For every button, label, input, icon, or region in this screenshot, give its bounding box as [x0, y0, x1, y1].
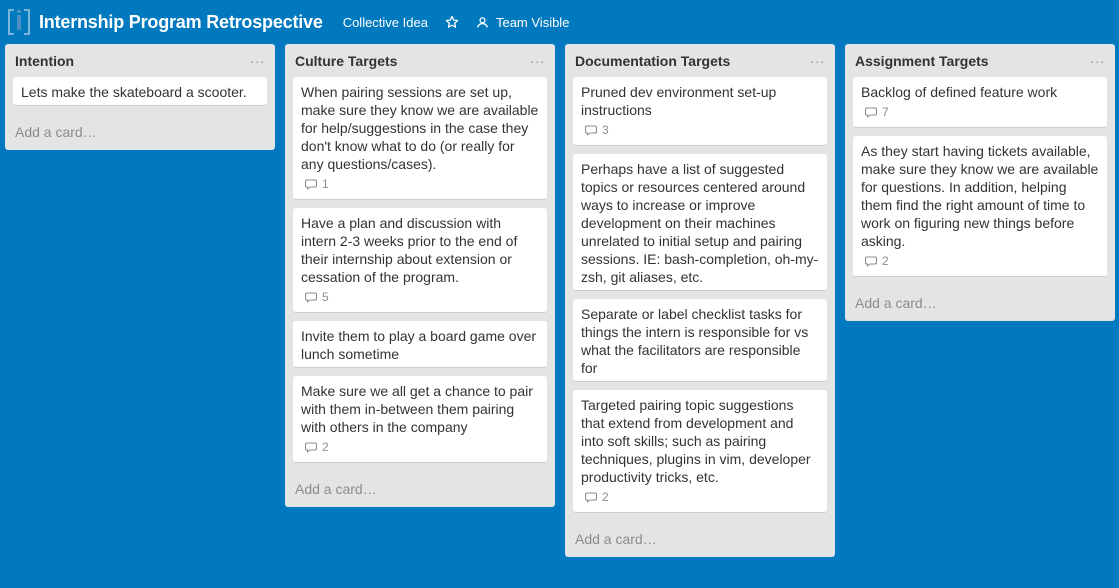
card-title: Separate or label checklist tasks for things the intern is responsible for vs what the facilitators are responsible for [581, 306, 809, 376]
list-title[interactable]: Culture Targets [295, 52, 398, 69]
comment-icon [305, 179, 317, 190]
list-menu-icon[interactable]: ... [250, 49, 265, 66]
comment-count: 3 [602, 123, 609, 137]
comment-icon [865, 107, 877, 118]
card-title: Invite them to play a board game over lunch sometime [301, 328, 537, 362]
comments-badge [581, 486, 819, 508]
card-title: Lets make the skateboard a scooter. [21, 84, 247, 100]
star-icon[interactable] [445, 15, 459, 29]
comment-icon [305, 442, 317, 453]
card[interactable] [853, 77, 1107, 128]
comment-count: 1 [322, 177, 329, 191]
card-title: When pairing sessions are set up, make sure they know we are available for help/suggestions in the case they don't know what to do (or really for any questions/cases). [301, 84, 539, 172]
comment-count: 2 [602, 490, 609, 504]
add-card-button[interactable]: Add a card… [855, 295, 937, 311]
card-title: Have a plan and discussion with intern 2-3 weeks prior to the end of their internship about extension or cessation of the program. [301, 215, 518, 285]
comment-count: 2 [882, 254, 889, 268]
team-button[interactable] [343, 15, 428, 30]
card-title: Make sure we all get a chance to pair with them in-between them pairing with others in the company [301, 383, 533, 435]
list-menu-icon[interactable]: ... [1090, 49, 1105, 66]
card[interactable] [293, 208, 547, 313]
comment-count: 5 [322, 290, 329, 304]
comments-badge [301, 436, 539, 458]
card[interactable] [293, 77, 547, 200]
card[interactable] [573, 299, 827, 382]
comment-icon [585, 492, 597, 503]
comments-badge [581, 119, 819, 141]
list-menu-icon[interactable]: ... [530, 49, 545, 66]
comments-badge [301, 173, 539, 195]
team-visible-icon [476, 16, 489, 29]
card[interactable] [573, 390, 827, 513]
board-title[interactable]: Internship Program Retrospective [39, 11, 323, 32]
add-card-button[interactable]: Add a card… [295, 481, 377, 497]
team-name: Collective Idea [342, 14, 428, 30]
list-assignment-targets [845, 44, 1115, 321]
list-header [13, 44, 267, 77]
comments-badge [861, 250, 1099, 272]
card[interactable] [13, 77, 267, 106]
add-card-button[interactable]: Add a card… [15, 124, 97, 140]
comment-count: 7 [882, 105, 889, 119]
list-header [293, 44, 547, 77]
card[interactable] [293, 376, 547, 463]
list-header [573, 44, 827, 77]
card-title: As they start having tickets available, make sure they know we are available for questions. In addition, helping them find the right amount of time to work on figuring new things before asking. [861, 143, 1099, 249]
card[interactable] [573, 77, 827, 146]
add-card-button[interactable]: Add a card… [575, 531, 657, 547]
list-menu-icon[interactable]: ... [810, 49, 825, 66]
visibility-button[interactable] [476, 15, 569, 30]
trello-logo-icon[interactable] [8, 9, 30, 35]
list-title[interactable]: Assignment Targets [855, 52, 989, 69]
card-title: Pruned dev environment set-up instructions [581, 84, 777, 118]
list-title[interactable]: Documentation Targets [575, 52, 731, 69]
card-title: Backlog of defined feature work [861, 84, 1058, 100]
card[interactable] [573, 154, 827, 291]
card[interactable] [853, 136, 1107, 277]
list-title[interactable]: Intention [15, 52, 75, 69]
card[interactable] [293, 321, 547, 368]
comment-icon [305, 292, 317, 303]
visibility-label: Team Visible [495, 14, 570, 30]
list-culture-targets [285, 44, 555, 507]
list-header [853, 44, 1107, 77]
list-documentation-targets [565, 44, 835, 557]
card-title: Targeted pairing topic suggestions that extend from development and into soft skills; such as pairing techniques, plugins in vim, developer productivity tricks, etc. [581, 397, 811, 485]
comment-count: 2 [322, 440, 329, 454]
comment-icon [585, 125, 597, 136]
list-intention [5, 44, 275, 150]
comment-icon [865, 256, 877, 267]
comments-badge [301, 286, 539, 308]
board-header [0, 0, 1119, 44]
comments-badge [861, 101, 1099, 123]
card-title: Perhaps have a list of suggested topics or resources centered around ways to increase or improve development on their machines unrelated to initial setup and pairing sessions. IE: bash-completion, oh-my-zsh, git aliases, etc. [581, 161, 819, 285]
